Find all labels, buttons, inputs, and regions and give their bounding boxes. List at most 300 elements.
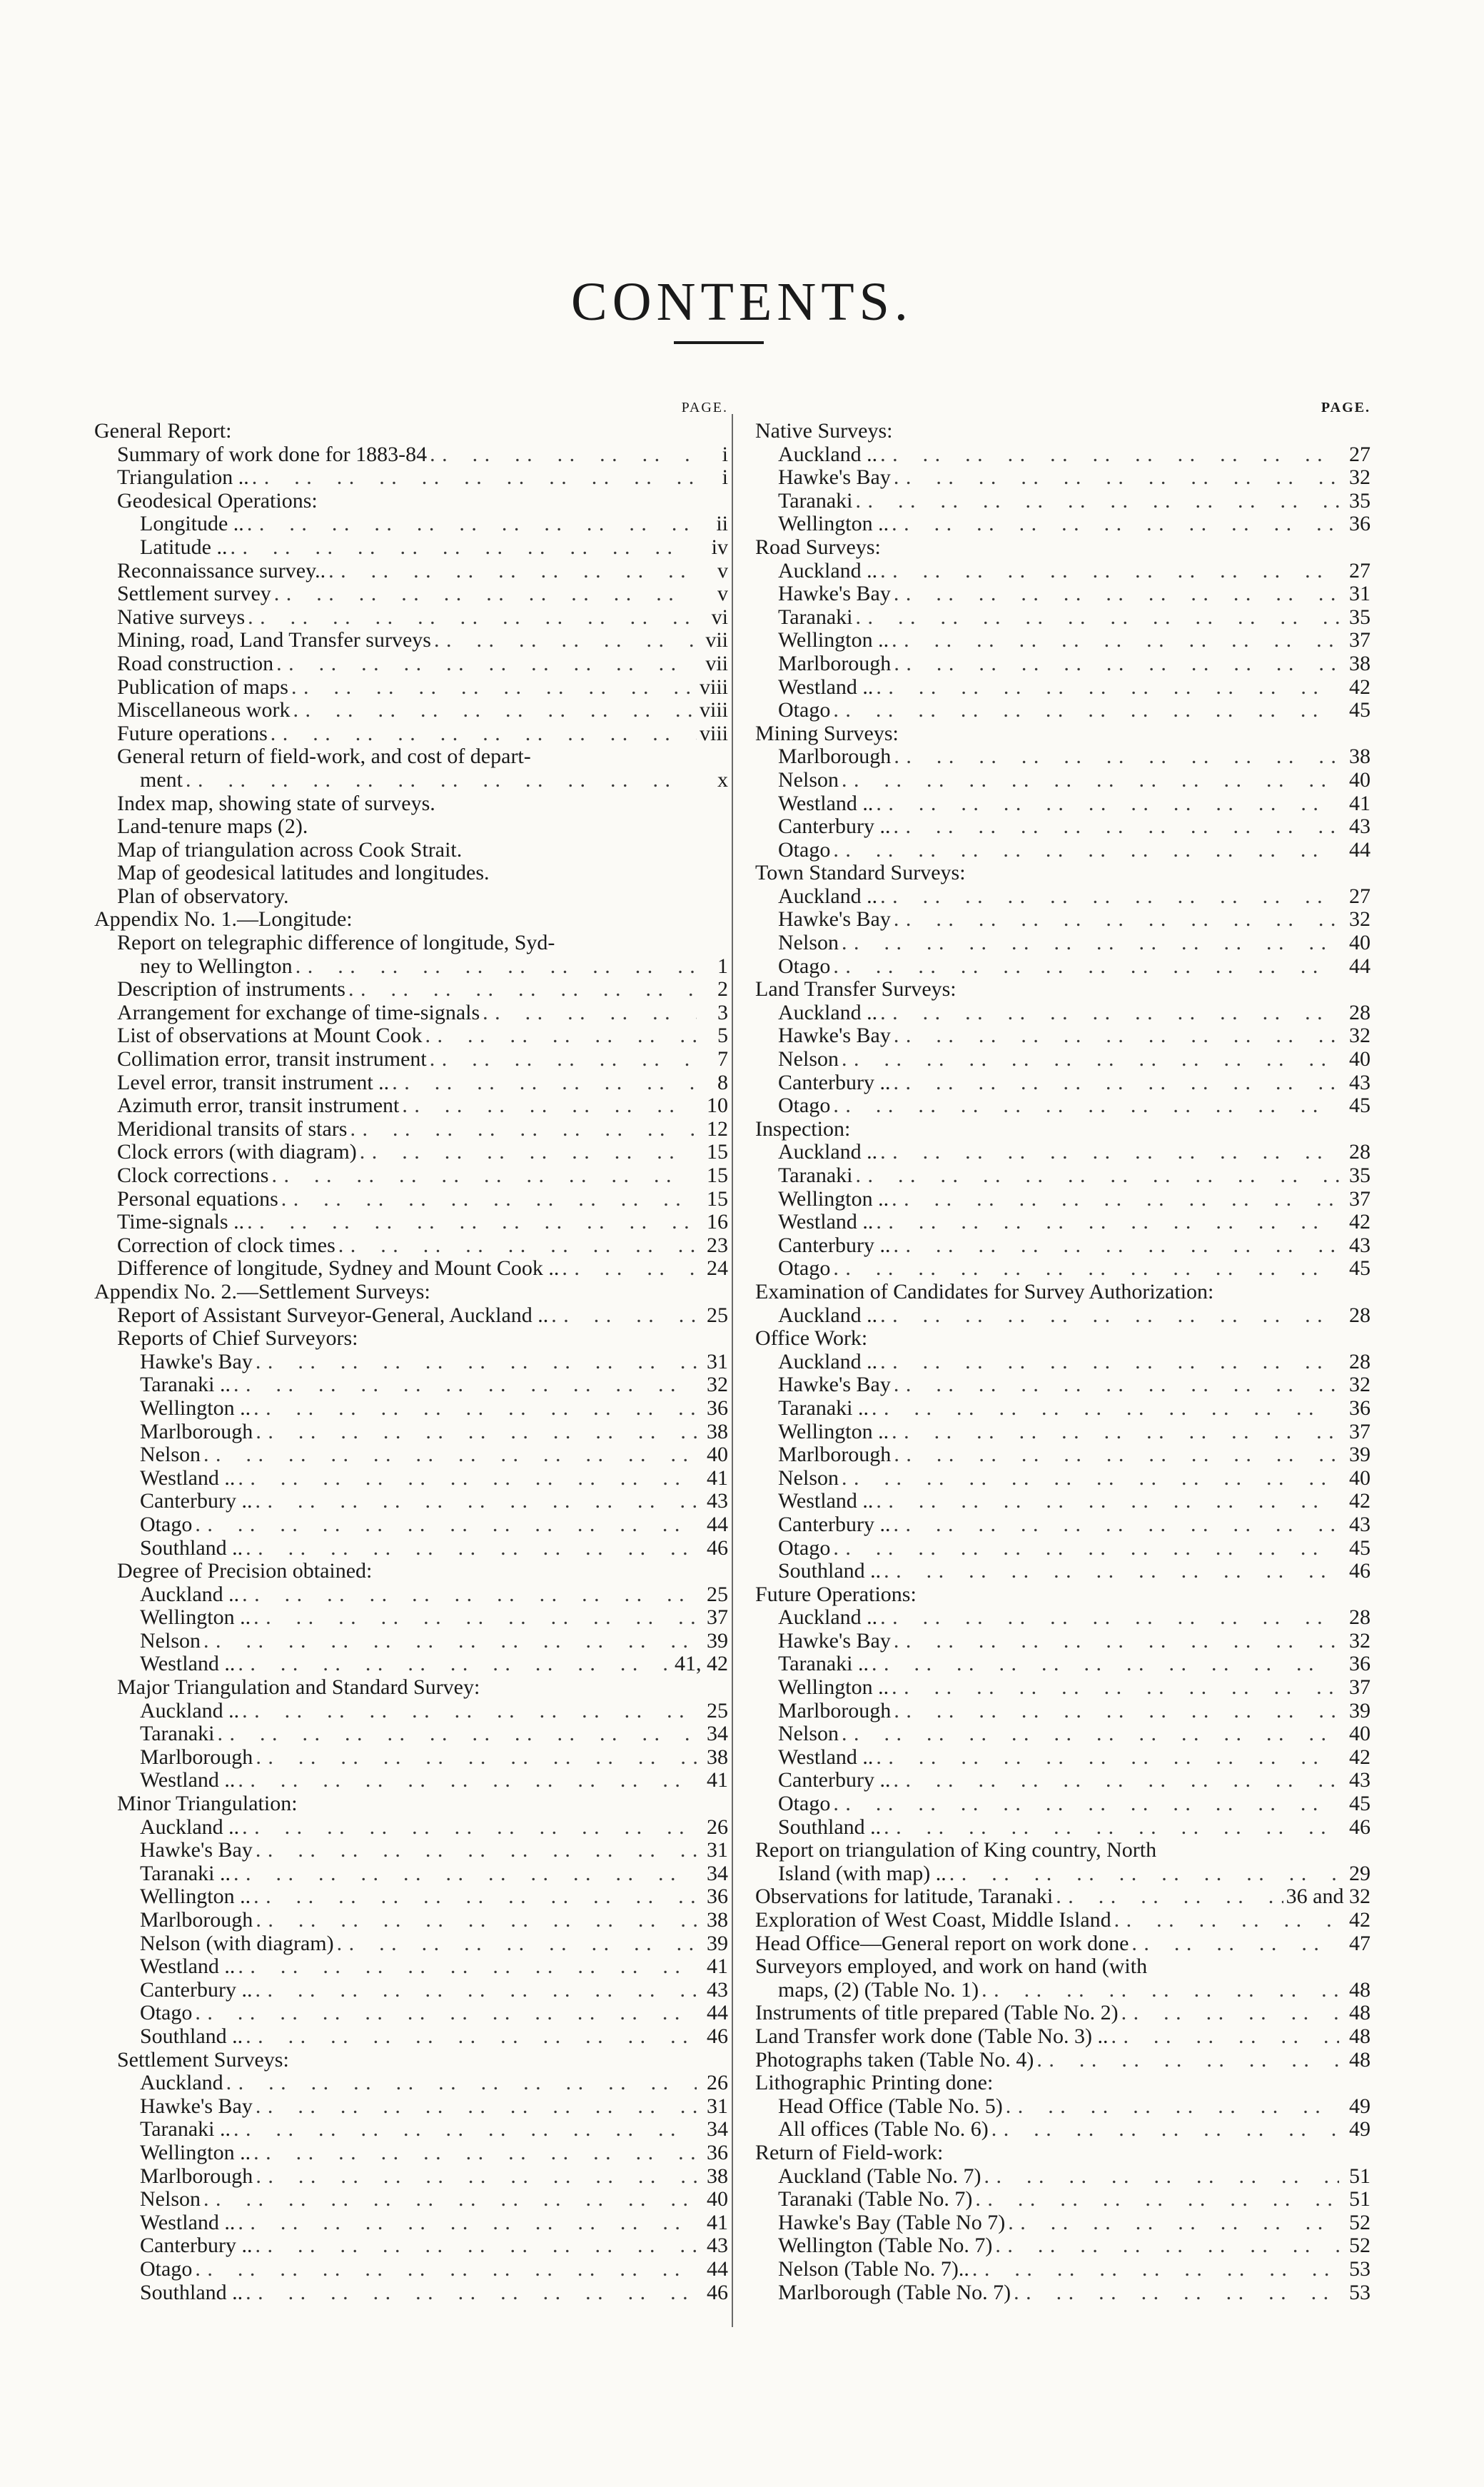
dot-leader: [242, 1816, 697, 1840]
entry-page-number: 47: [1349, 1931, 1371, 1955]
dot-leader: [833, 1792, 1339, 1816]
contents-entry: [755, 1351, 1371, 1374]
contents-heading: [94, 1281, 728, 1304]
entry-label: Taranaki ..: [140, 2117, 231, 2142]
entry-label: Hawke's Bay: [778, 465, 891, 490]
entry-label: Hawke's Bay: [778, 907, 891, 932]
entry-label: Wellington ..: [140, 2140, 251, 2164]
entry-page-number: 39: [1349, 1698, 1371, 1722]
contents-entry: [94, 1421, 728, 1444]
entry-label: Observations for latitude, Taranaki: [755, 1885, 1054, 1909]
contents-entry: [755, 1722, 1371, 1746]
entry-page-number: viii: [699, 698, 728, 722]
contents-entry: [755, 652, 1371, 676]
dot-leader: [893, 815, 1339, 839]
entry-page-number: vii: [705, 628, 728, 652]
dot-leader: [856, 1164, 1339, 1188]
entry-label: Southland ..: [140, 2280, 243, 2304]
dot-leader: [255, 2234, 697, 2258]
contents-entry: [94, 1746, 728, 1770]
entry-label: Level error, transit instrument ..: [117, 1070, 390, 1094]
dot-leader: [876, 792, 1339, 816]
entry-page-number: 34: [707, 1861, 728, 1885]
entry-page-number: 28: [1349, 1349, 1371, 1373]
entry-label: Hawke's Bay: [778, 1024, 891, 1048]
dot-leader: [880, 1606, 1339, 1630]
dot-leader: [1131, 1932, 1339, 1956]
entry-page-number: 15: [707, 1140, 728, 1164]
entry-page-number: 41: [707, 1768, 728, 1792]
entry-label: Marlborough: [140, 1745, 253, 1769]
entry-label: Head Office—General report on work done: [755, 1931, 1129, 1955]
entry-page-number: 37: [707, 1605, 728, 1630]
entry-label: Auckland ..: [778, 1349, 878, 1373]
entry-label: Marlborough: [140, 1908, 253, 1932]
entry-label: Hawke's Bay: [140, 1349, 253, 1373]
entry-label: Auckland ..: [140, 1582, 240, 1606]
contents-entry: [94, 1188, 728, 1211]
entry-label: Summary of work done for 1883-84: [117, 442, 428, 466]
entry-label: Auckland ..: [140, 1698, 240, 1722]
entry-label: Westland ..: [140, 1954, 236, 1979]
entry-page-number: 43: [1349, 1768, 1371, 1792]
dot-leader: [256, 2095, 697, 2119]
contents-entry: [755, 1979, 1371, 2002]
entry-page-number: 42: [1349, 1489, 1371, 1513]
contents-entry: [94, 560, 728, 583]
dot-leader: [483, 1002, 697, 1025]
entry-label: Otago: [140, 1512, 193, 1536]
entry-label: List of observations at Mount Cook: [117, 1024, 423, 1048]
entry-label: Road Surveys:: [755, 535, 881, 559]
dot-leader: [949, 1862, 1339, 1886]
dot-leader: [253, 1885, 697, 1909]
dot-leader: [981, 1979, 1339, 2002]
entry-page-number: 36: [707, 1396, 728, 1420]
contents-heading: [755, 536, 1371, 560]
entry-page-number: v: [717, 582, 728, 606]
contents-entry: [94, 1024, 728, 1048]
contents-entry: [94, 1118, 728, 1141]
entry-label: General return of field-work, and cost of depart-: [117, 745, 531, 769]
entry-label: Appendix No. 2.—Settlement Surveys:: [94, 1279, 430, 1303]
dot-leader: [238, 1955, 697, 1979]
dot-leader: [246, 2281, 697, 2305]
contents-entry: [94, 2258, 728, 2281]
entry-label: Clock errors (with diagram): [117, 1140, 357, 1164]
entry-page-number: vii: [705, 651, 728, 675]
contents-entry: [94, 1234, 728, 1258]
dot-leader: [894, 908, 1339, 932]
contents-heading: [94, 792, 728, 816]
entry-page-number: 38: [1349, 651, 1371, 675]
contents-heading: [94, 908, 728, 932]
contents-entry: [755, 1909, 1371, 1932]
entry-page-number: 41: [707, 2210, 728, 2234]
entry-label: Hawke's Bay: [778, 582, 891, 606]
entry-label: Wellington ..: [778, 628, 889, 652]
entry-label: Southland ..: [140, 2024, 243, 2048]
dot-leader: [233, 1862, 697, 1886]
entry-page-number: 43: [1349, 814, 1371, 839]
entry-page-number: 23: [707, 1233, 728, 1257]
entry-page-number: 40: [1349, 767, 1371, 792]
dot-leader: [281, 1188, 697, 1211]
contents-heading: [755, 978, 1371, 1002]
contents-entry: [755, 2188, 1371, 2211]
dot-leader: [360, 1141, 697, 1164]
entry-label: Arrangement for exchange of time-signals: [117, 1000, 480, 1024]
entry-page-number: 43: [707, 1489, 728, 1513]
entry-page-number: 52: [1349, 2210, 1371, 2234]
entry-list-right: [755, 420, 1371, 2304]
entry-page-number: 32: [1349, 1373, 1371, 1397]
contents-entry: [94, 606, 728, 630]
entry-label: Auckland ..: [778, 1605, 878, 1630]
entry-page-number: i: [722, 465, 728, 490]
entry-page-number: 42: [1349, 1745, 1371, 1769]
entry-label: Inspection:: [755, 1116, 851, 1141]
entry-label: Native Surveys:: [755, 419, 893, 443]
title-rule: [674, 341, 764, 344]
entry-page-number: 44: [707, 2001, 728, 2025]
entry-label: Canterbury ..: [140, 1977, 253, 2002]
dot-leader: [880, 443, 1339, 467]
contents-entry: [755, 1094, 1371, 1118]
dot-leader: [880, 1351, 1339, 1374]
entry-label: Wellington ..: [778, 1675, 889, 1700]
contents-entry: [755, 1467, 1371, 1490]
entry-page-number: 49: [1349, 2094, 1371, 2118]
contents-entry: [94, 443, 728, 467]
entry-label: Nelson: [140, 2187, 201, 2211]
entry-label: Hawke's Bay: [140, 2094, 253, 2118]
dot-leader: [884, 1816, 1339, 1840]
entry-page-number: 16: [707, 1210, 728, 1234]
entry-label: Wellington ..: [140, 1885, 251, 1909]
entry-label: ney to Wellington: [140, 954, 293, 978]
entry-page-number: 36: [707, 2140, 728, 2164]
entry-page-number: 38: [707, 1419, 728, 1443]
dot-leader: [238, 1653, 672, 1676]
contents-entry: [755, 792, 1371, 816]
entry-label: Taranaki: [778, 1164, 853, 1187]
dot-leader: [884, 1560, 1339, 1583]
entry-label: Marlborough: [778, 1443, 892, 1467]
entry-page-number: 42: [1349, 1210, 1371, 1234]
entry-label: Time-signals ..: [117, 1210, 245, 1234]
dot-leader: [991, 2118, 1339, 2142]
entry-label: Canterbury ..: [140, 2234, 253, 2258]
dot-leader: [893, 1234, 1339, 1258]
dot-leader: [296, 955, 697, 979]
contents-entry: [755, 1024, 1371, 1048]
entry-page-number: 28: [1349, 1303, 1371, 1327]
entry-page-number: 44: [1349, 954, 1371, 978]
dot-leader: [430, 443, 697, 467]
dot-leader: [833, 955, 1339, 979]
entry-label: Office Work:: [755, 1326, 868, 1351]
dot-leader: [247, 513, 697, 536]
entry-page-number: 2: [717, 977, 728, 1002]
contents-heading: [94, 839, 728, 862]
contents-entry: [94, 1722, 728, 1746]
entry-label: Land Transfer Surveys:: [755, 977, 956, 1002]
entry-label: Hawke's Bay (Table No 7): [778, 2210, 1006, 2234]
entry-label: Nelson (Table No. 7)..: [778, 2256, 969, 2281]
contents-entry: [94, 1583, 728, 1607]
entry-page-number: 25: [707, 1303, 728, 1327]
entry-label: Examination of Candidates for Survey Authorization:: [755, 1279, 1214, 1303]
contents-heading: [94, 1792, 728, 1816]
contents-entry: [755, 1653, 1371, 1676]
entry-label: Taranaki: [778, 605, 853, 629]
entry-label: Nelson: [778, 931, 839, 955]
entry-page-number: 39: [707, 1628, 728, 1653]
dot-leader: [893, 1513, 1339, 1537]
entry-page-number: 31: [707, 2094, 728, 2118]
dot-leader: [880, 560, 1339, 583]
entry-page-number: 12: [707, 1116, 728, 1141]
entry-page-number: 49: [1349, 2117, 1371, 2142]
dot-leader: [195, 1513, 697, 1537]
dot-leader: [246, 2025, 697, 2049]
entry-label: Azimuth error, transit instrument: [117, 1094, 400, 1118]
entry-label: ment: [140, 767, 183, 792]
contents-entry: [755, 490, 1371, 513]
contents-entry: [755, 513, 1371, 536]
entry-label: Minor Triangulation:: [117, 1792, 298, 1816]
dot-leader: [434, 629, 697, 652]
entry-label: Otago: [140, 2001, 193, 2025]
dot-leader: [233, 2118, 697, 2142]
page-column-heading: PAGE.: [1321, 400, 1371, 415]
contents-heading: [755, 1955, 1371, 1979]
dot-leader: [842, 932, 1339, 955]
contents-entry: [755, 1490, 1371, 1513]
contents-heading: [94, 1560, 728, 1583]
entry-page-number: 40: [707, 1443, 728, 1467]
entry-label: Wellington ..: [140, 1396, 251, 1420]
contents-entry: [94, 582, 728, 606]
dot-leader: [195, 2258, 697, 2281]
dot-leader: [894, 466, 1339, 490]
contents-heading: [755, 1327, 1371, 1351]
contents-heading: [94, 2049, 728, 2072]
dot-leader: [291, 676, 697, 700]
contents-entry: [755, 1141, 1371, 1164]
contents-entry: [755, 1188, 1371, 1211]
contents-entry: [755, 443, 1371, 467]
contents-entry: [755, 2025, 1371, 2049]
entry-label: Canterbury ..: [778, 814, 891, 839]
entry-page-number: 28: [1349, 1140, 1371, 1164]
contents-heading: [94, 815, 728, 839]
entry-page-number: 27: [1349, 884, 1371, 908]
contents-heading: [94, 932, 728, 955]
entry-label: Photographs taken (Table No. 4): [755, 2047, 1034, 2072]
contents-entry: [94, 2234, 728, 2258]
contents-entry: [94, 536, 728, 560]
contents-entry: [755, 1606, 1371, 1630]
entry-label: Wellington ..: [778, 512, 889, 536]
dot-leader: [402, 1094, 697, 1118]
dot-leader: [256, 1746, 697, 1770]
contents-entry: [755, 2234, 1371, 2258]
entry-page-number: 27: [1349, 442, 1371, 466]
entry-page-number: 51: [1349, 2187, 1371, 2211]
entry-page-number: 40: [1349, 1047, 1371, 1071]
entry-page-number: 25: [707, 1582, 728, 1606]
entry-page-number: 40: [1349, 931, 1371, 955]
contents-entry: [755, 629, 1371, 652]
entry-label: maps, (2) (Table No. 1): [778, 1977, 979, 2002]
contents-heading: [94, 745, 728, 769]
entry-label: Triangulation ..: [117, 465, 249, 490]
entry-page-number: 15: [707, 1164, 728, 1187]
entry-page-number: 48: [1349, 2047, 1371, 2072]
entry-label: Meridional transits of stars: [117, 1116, 348, 1141]
contents-entry: [755, 2095, 1371, 2119]
entry-label: Canterbury ..: [778, 1233, 891, 1257]
dot-leader: [972, 2258, 1339, 2281]
dot-leader: [350, 1118, 697, 1141]
contents-entry: [755, 955, 1371, 979]
contents-entry: [94, 1351, 728, 1374]
entry-page-number: 45: [1349, 1094, 1371, 1118]
entry-label: Otago: [778, 1792, 831, 1816]
entry-page-number: 7: [717, 1047, 728, 1071]
contents-entry: [94, 513, 728, 536]
entry-page-number: 35: [1349, 605, 1371, 629]
dot-leader: [876, 1211, 1339, 1234]
dot-leader: [876, 676, 1339, 700]
entry-label: Report on triangulation of King country, North: [755, 1838, 1157, 1862]
entry-label: Head Office (Table No. 5): [778, 2094, 1003, 2118]
contents-heading: [755, 722, 1371, 746]
dot-leader: [894, 1700, 1339, 1723]
page-column-heading: PAGE.: [681, 400, 728, 415]
contents-entry: [755, 745, 1371, 769]
entry-page-number: 43: [707, 1977, 728, 2002]
entry-label: Auckland ..: [778, 1303, 878, 1327]
contents-entry: [94, 2165, 728, 2189]
contents-entry: [94, 722, 728, 746]
contents-entry: [94, 1932, 728, 1956]
contents-heading: [755, 420, 1371, 443]
dot-leader: [894, 1024, 1339, 1048]
dot-leader: [833, 1537, 1339, 1560]
entry-label: Taranaki (Table No. 7): [778, 2187, 973, 2211]
contents-entry: [755, 1257, 1371, 1281]
entry-page-number: 32: [1349, 1628, 1371, 1653]
entry-page-number: 48: [1349, 2024, 1371, 2048]
entry-label: Southland ..: [778, 1559, 882, 1583]
entry-page-number: 43: [1349, 1070, 1371, 1094]
contents-entry: [94, 1909, 728, 1932]
contents-entry: [94, 1164, 728, 1188]
contents-entry: [755, 815, 1371, 839]
dot-leader: [892, 1676, 1339, 1700]
contents-entry: [94, 1630, 728, 1653]
dot-leader: [1111, 2025, 1339, 2049]
entry-page-number: 5: [717, 1024, 728, 1048]
entry-page-number: ii: [716, 512, 728, 536]
dot-leader: [328, 560, 697, 583]
dot-leader: [880, 885, 1339, 909]
entry-label: Longitude ..: [140, 512, 244, 536]
contents-entry: [755, 466, 1371, 490]
entry-label: Westland ..: [778, 791, 874, 815]
entry-page-number: 36: [1349, 1652, 1371, 1676]
entry-label: Map of geodesical latitudes and longitudes.: [117, 861, 490, 885]
dot-leader: [894, 582, 1339, 606]
contents-entry: [94, 1211, 728, 1234]
contents-entry: [94, 769, 728, 792]
entry-label: Miscellaneous work: [117, 698, 291, 722]
contents-entry: [755, 676, 1371, 700]
contents-heading: [755, 1839, 1371, 1862]
contents-entry: [94, 2118, 728, 2142]
entry-label: Major Triangulation and Standard Survey:: [117, 1675, 480, 1700]
contents-entry: [755, 885, 1371, 909]
dot-leader: [293, 699, 697, 722]
dot-leader: [894, 1373, 1339, 1397]
contents-entry: [94, 1816, 728, 1840]
entry-page-number: 42: [1349, 1908, 1371, 1932]
contents-entry: [755, 1700, 1371, 1723]
contents-entry: [755, 2118, 1371, 2142]
dot-leader: [186, 769, 697, 792]
dot-leader: [892, 513, 1339, 536]
entry-page-number: 45: [1349, 1535, 1371, 1560]
entry-label: Taranaki ..: [778, 1652, 869, 1676]
contents-entry: [755, 1071, 1371, 1095]
entry-label: Future operations: [117, 721, 268, 745]
entry-page-number: v: [717, 558, 728, 582]
contents-heading: [755, 2072, 1371, 2095]
contents-entry: [755, 2165, 1371, 2189]
entry-label: Mining, road, Land Transfer surveys: [117, 628, 431, 652]
contents-entry: [755, 1932, 1371, 1956]
contents-entry: [94, 2072, 728, 2095]
entry-label: Reports of Chief Surveyors:: [117, 1326, 358, 1351]
dot-leader: [876, 1490, 1339, 1513]
dot-leader: [247, 1211, 697, 1234]
entry-page-number: 26: [707, 1815, 728, 1839]
entry-label: Westland ..: [140, 2210, 236, 2234]
contents-entry: [755, 1397, 1371, 1421]
dot-leader: [833, 839, 1339, 862]
entry-label: Westland ..: [778, 1489, 874, 1513]
dot-leader: [892, 1188, 1339, 1211]
dot-leader: [1114, 1909, 1339, 1932]
entry-label: Appendix No. 1.—Longitude:: [94, 907, 353, 932]
dot-leader: [833, 1257, 1339, 1281]
entry-label: Westland ..: [140, 1768, 236, 1792]
entry-page-number: 28: [1349, 1000, 1371, 1024]
entry-label: Auckland: [140, 2071, 223, 2095]
dot-leader: [338, 1234, 697, 1258]
contents-heading: [755, 1583, 1371, 1607]
contents-entry: [755, 560, 1371, 583]
entry-label: Canterbury ..: [778, 1070, 891, 1094]
entry-label: Report of Assistant Surveyor-General, Auckland ..: [117, 1303, 549, 1327]
entry-page-number: 32: [1349, 1024, 1371, 1048]
dot-leader: [195, 2002, 697, 2025]
entry-page-number: 45: [1349, 1792, 1371, 1816]
dot-leader: [872, 1653, 1339, 1676]
